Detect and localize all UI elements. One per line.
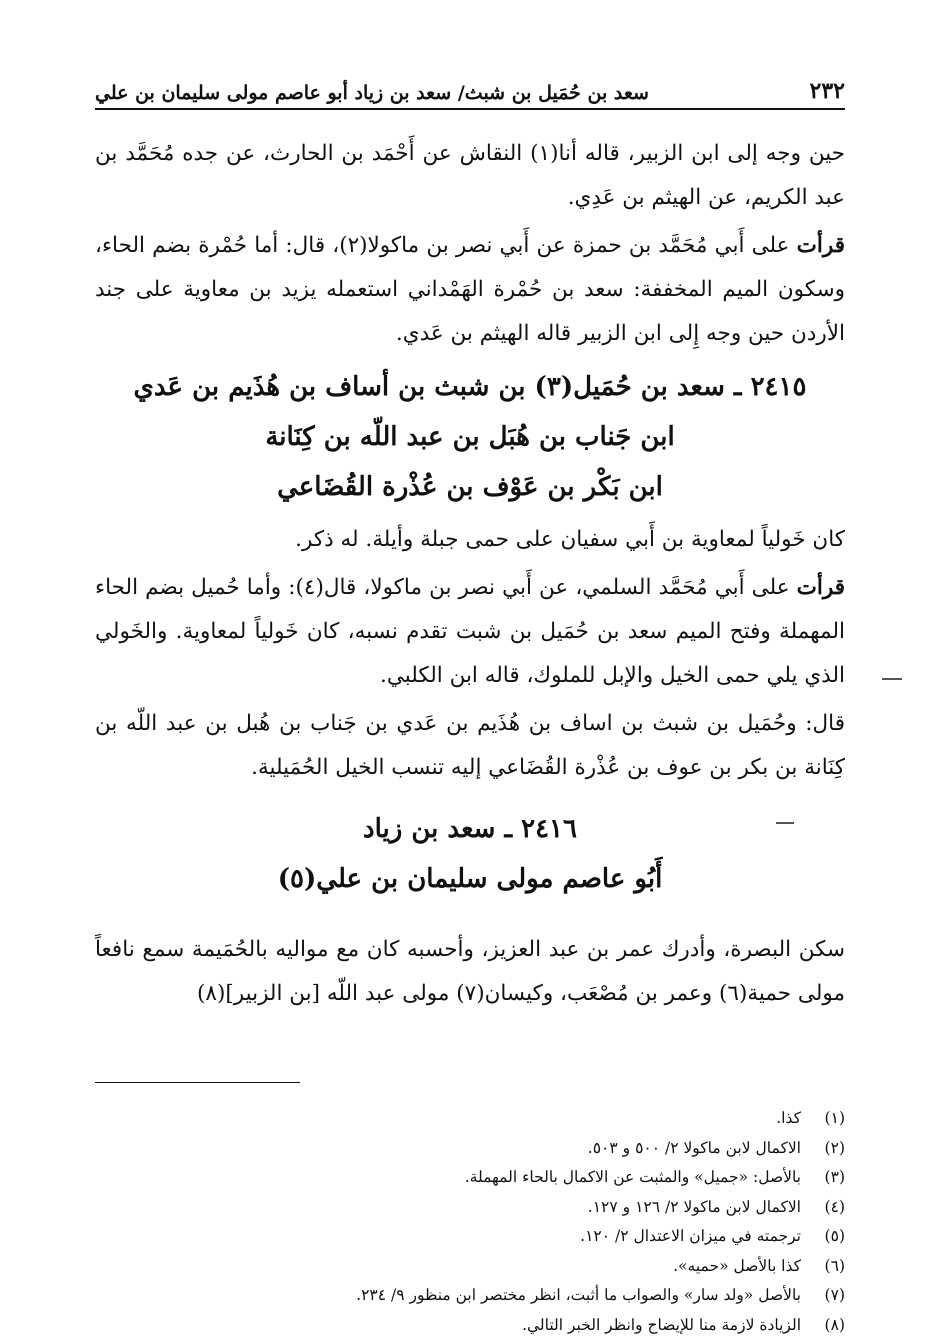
running-head-title: سعد بن حُمَيل بن شبث/ سعد بن زياد أبو عاصم مولى سليمان بن علي: [95, 82, 649, 104]
footnote: (٧) بالأصل «ولد سار» والصواب ما أثبت، انظر مختصر ابن منظور ٩/ ٢٣٤.: [356, 1286, 845, 1304]
paragraph: قرأت على أَبي مُحَمَّد بن حمزة عن أَبي نصر بن ماكولا(٢)، قال: أما حُمْرة بضم الحاء، وسكون الميم المخففة: سعد بن حُمْرة الهَمْداني استعمله يزيد بن معاوية على جند الأردن حين وجه إِلى ابن الزبير قاله الهيثم بن عَدي.: [95, 233, 845, 346]
entry-heading-2415: [95, 362, 845, 512]
paragraph: قال: وحُمَيل بن شبث بن اساف بن هُذَيم بن عَدي بن جَناب بن هُبل بن عبد اللّه بن كِنَانة بن بكر بن عوف بن عُذْرة القُضَاعي إليه تنسب الخيل الحُمَيلية.: [95, 711, 845, 780]
footnote: (٤) الاكمال لابن ماكولا ٢/ ١٢٦ و ١٢٧.: [587, 1197, 845, 1216]
entry-heading-line: ابن جَناب بن هُبَل بن عبد اللّه بن كِنَانة: [265, 422, 675, 452]
scan-mark: [776, 822, 794, 824]
footnotes: [95, 1104, 845, 1340]
entry-heading-line: ٢٤١٦ ـ سعد بن زياد: [363, 814, 577, 844]
footnote: (٦) كذا بالأصل «حميه».: [673, 1256, 845, 1275]
paragraph-lead-word: قرأت: [796, 233, 845, 258]
page-number: ٢٣٢: [809, 78, 845, 104]
footnote: (٨) الزيادة لازمة منا للإيضاح وانظر الخبر التالي.: [522, 1315, 845, 1334]
footnote: (٢) الاكمال لابن ماكولا ٢/ ٥٠٠ و ٥٠٣.: [587, 1138, 845, 1157]
footnote: (٣) بالأصل: «جميل» والمثبت عن الاكمال بالحاء المهملة.: [464, 1168, 845, 1186]
footnote-separator: [95, 1082, 300, 1083]
footnote: (١) كذا.: [776, 1109, 845, 1127]
paragraph: كان خَولياً لمعاوية بن أَبي سفيان على حمى جبلة وأيلة. له ذكر.: [295, 527, 845, 552]
paragraph: حين وجه إلى ابن الزبير، قاله أنا(١) النقاش عن أَحْمَد بن الحارث، عن جده مُحَمَّد بن عبد الكريم، عن الهيثم بن عَدِي.: [95, 141, 845, 210]
paragraph: قرأت على أَبي مُحَمَّد السلمي، عن أَبي نصر بن ماكولا، قال(٤): وأما حُميل بضم الحاء المهملة وفتح الميم سعد بن حُمَيل بن شبت تقدم نسبه، كان خَولياً لمعاوية. والخَولي الذي يلي حمى الخيل والإبل للملوك، قاله ابن الكلبي.: [95, 575, 845, 688]
main-text: [95, 132, 845, 1016]
entry-heading-line: أَبُو عاصم مولى سليمان بن علي(٥): [277, 864, 663, 894]
scan-mark: [882, 678, 902, 680]
paragraph-lead-word: قرأت: [796, 575, 845, 600]
entry-heading-2416: [95, 804, 845, 904]
entry-heading-line: ٢٤١٥ ـ سعد بن حُمَيل(٣) بن شبث بن أساف بن هُذَيم بن عَدي: [133, 372, 807, 402]
entry-heading-line: ابن بَكْر بن عَوْف بن عُذْرة القُضَاعي: [277, 472, 663, 502]
running-head: [95, 66, 845, 110]
paragraph: سكن البصرة، وأدرك عمر بن عبد العزيز، وأحسبه كان مع مواليه بالحُمَيمة سمع نافعاً مولى حمية(٦) وعمر بن مُصْعَب، وكيسان(٧) مولى عبد اللّه [بن الزبير](٨): [95, 937, 845, 1006]
book-page: [95, 66, 845, 1334]
footnote: (٥) ترجمته في ميزان الاعتدال ٢/ ١٢٠.: [580, 1227, 845, 1245]
